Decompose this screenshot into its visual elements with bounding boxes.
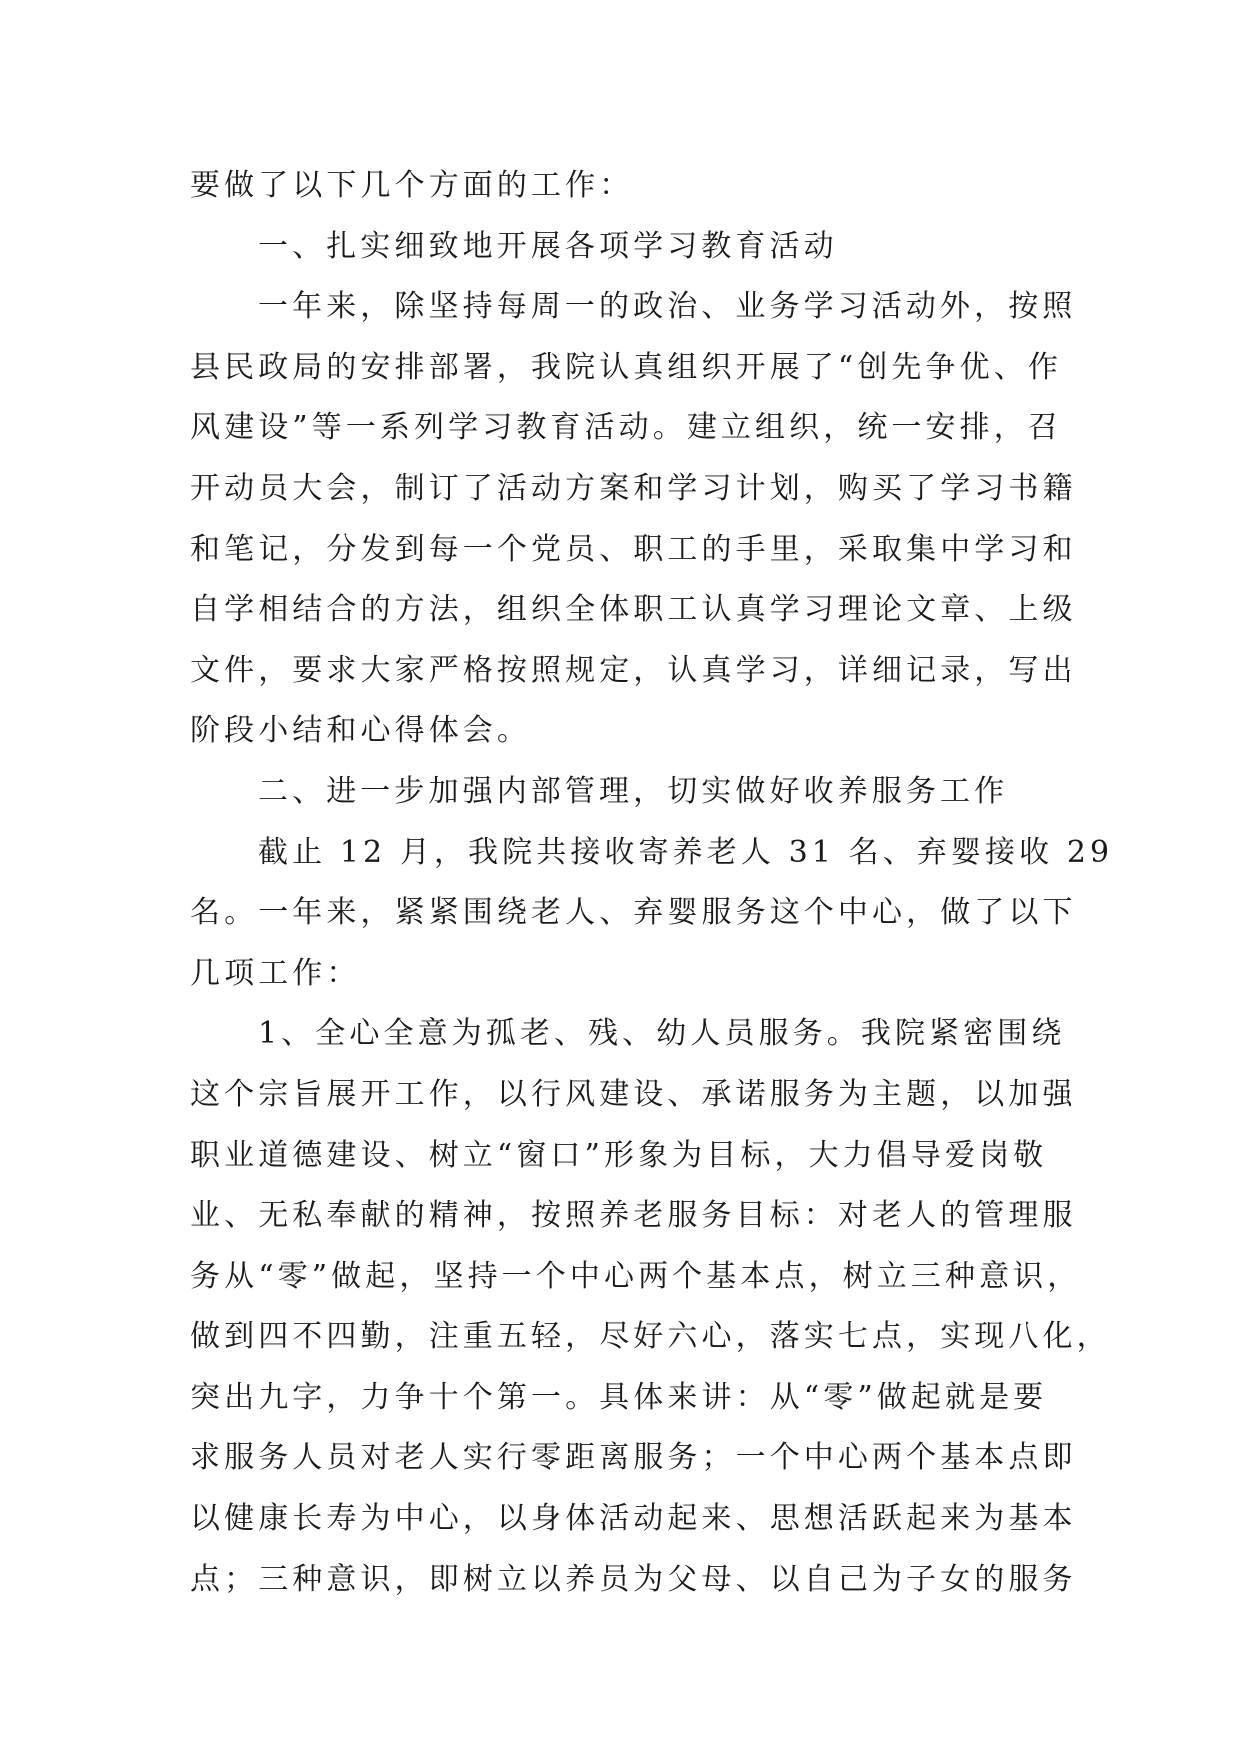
text-line: 要做了以下几个方面的工作：	[190, 168, 634, 203]
text-line: 职业道德建设、树立“窗口”形象为目标，大力倡导爱岗敬	[190, 1137, 1048, 1173]
text-line: 截止 12 月，我院共接收寄养老人 31 名、弃婴接收 29	[258, 834, 1114, 870]
text-line: 阶段小结和心得体会。	[190, 713, 531, 749]
text-line: 务从“零”做起，坚持一个中心两个基本点，树立三种意识，	[190, 1258, 1082, 1294]
text-line: 名。一年来，紧紧围绕老人、弃婴服务这个中心，做了以下	[190, 895, 1077, 931]
text-line: 文件，要求大家严格按照规定，认真学习，详细记录，写出	[190, 652, 1077, 688]
text-line: 风建设”等一系列学习教育活动。建立组织，统一安排，召	[190, 410, 1062, 446]
text-line: 1、全心全意为孤老、残、幼人员服务。我院紧密围绕	[258, 1016, 1066, 1052]
section-heading: 二、进一步加强内部管理，切实做好收养服务工作	[258, 773, 1009, 809]
text-line: 县民政局的安排部署，我院认真组织开展了“创先争优、作	[190, 349, 1062, 385]
text-line: 和笔记，分发到每一个党员、职工的手里，采取集中学习和	[190, 531, 1077, 567]
text-line: 做到四不四勤，注重五轻，尽好六心，落实七点，实现八化，	[190, 1319, 1111, 1355]
text-line: 开动员大会，制订了活动方案和学习计划，购买了学习书籍	[190, 470, 1077, 506]
text-line: 一年来，除坚持每周一的政治、业务学习活动外，按照	[258, 289, 1077, 325]
text-line: 几项工作：	[190, 955, 361, 991]
section-heading: 一、扎实细致地开展各项学习教育活动	[258, 228, 838, 264]
text-line: 这个宗旨展开工作，以行风建设、承诺服务为主题，以加强	[190, 1076, 1077, 1112]
text-line: 以健康长寿为中心，以身体活动起来、思想活跃起来为基本	[190, 1501, 1077, 1537]
text-line: 业、无私奉献的精神，按照养老服务目标：对老人的管理服	[190, 1198, 1077, 1234]
text-line: 突出九字，力争十个第一。具体来讲：从“零”做起就是要	[190, 1379, 1048, 1415]
text-line: 自学相结合的方法，组织全体职工认真学习理论文章、上级	[190, 592, 1077, 628]
body-text	[190, 156, 1114, 1610]
text-line: 求服务人员对老人实行零距离服务；一个中心两个基本点即	[190, 1440, 1077, 1476]
text-line: 点；三种意识，即树立以养员为父母、以自己为子女的服务	[190, 1561, 1077, 1597]
